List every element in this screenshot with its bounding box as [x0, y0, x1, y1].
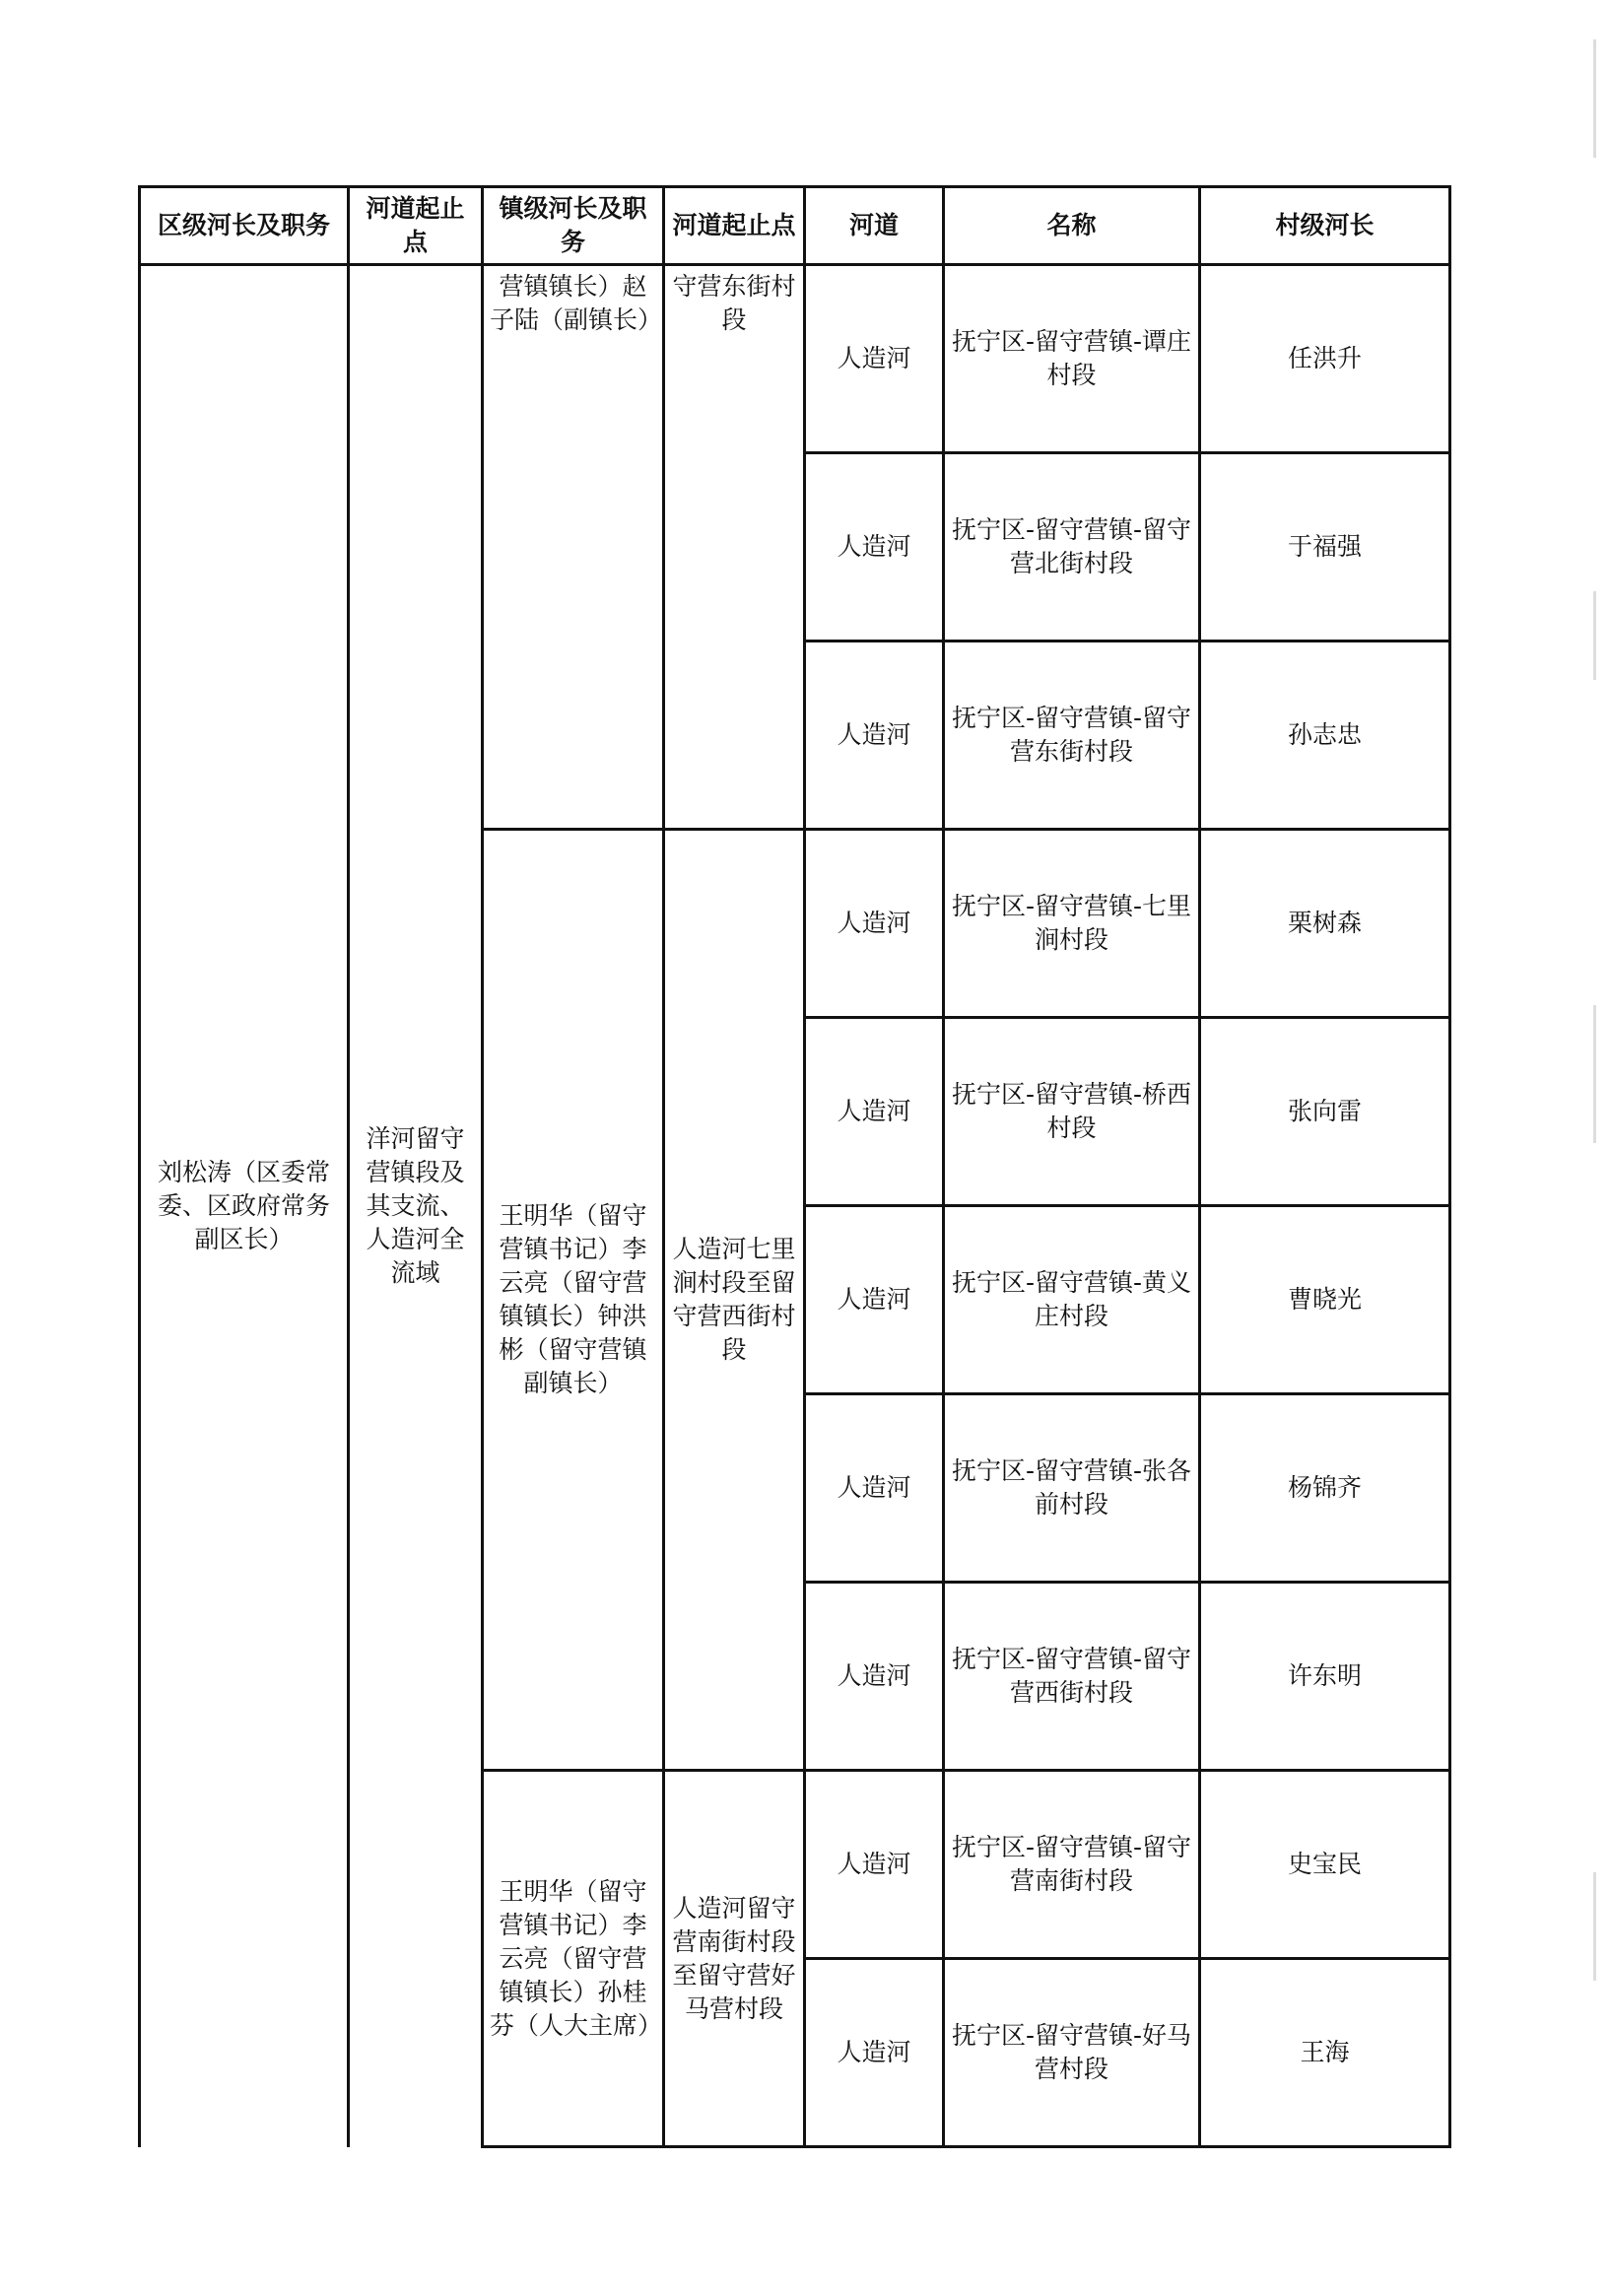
river-cell: 人造河	[805, 453, 944, 642]
river-cell: 人造河	[805, 830, 944, 1018]
name-cell: 抚宁区-留守营镇-留守营北街村段	[944, 453, 1200, 642]
village-leader-cell: 杨锦齐	[1200, 1394, 1450, 1583]
name-cell: 抚宁区-留守营镇-留守营东街村段	[944, 642, 1200, 830]
village-leader-cell: 许东明	[1200, 1583, 1450, 1771]
river-cell: 人造河	[805, 1394, 944, 1583]
name-cell: 抚宁区-留守营镇-谭庄村段	[944, 265, 1200, 453]
village-leader-cell: 于福强	[1200, 453, 1450, 642]
village-leader-cell: 栗树森	[1200, 830, 1450, 1018]
village-leader-cell: 曹晓光	[1200, 1206, 1450, 1394]
scan-noise-mark	[1593, 1005, 1596, 1143]
table-header-row	[140, 187, 1450, 265]
header-town-section: 河道起止点	[664, 187, 805, 265]
river-chief-table	[138, 185, 1451, 2148]
town-leader-cell: 营镇镇长）赵子陆（副镇长）	[483, 265, 664, 830]
river-cell: 人造河	[805, 1206, 944, 1394]
scan-noise-mark	[1593, 591, 1596, 680]
village-leader-cell: 王海	[1200, 1959, 1450, 2147]
river-cell: 人造河	[805, 265, 944, 453]
river-cell: 人造河	[805, 642, 944, 830]
river-cell: 人造河	[805, 1018, 944, 1206]
header-district-leader: 区级河长及职务	[140, 187, 349, 265]
river-cell: 人造河	[805, 1959, 944, 2147]
village-leader-cell: 任洪升	[1200, 265, 1450, 453]
district-leader-cell: 刘松涛（区委常委、区政府常务副区长）	[140, 265, 349, 2147]
table-row	[140, 265, 1450, 453]
town-section-cell: 人造河留守营南街村段至留守营好马营村段	[664, 1771, 805, 2147]
header-river: 河道	[805, 187, 944, 265]
town-section-cell: 守营东街村段	[664, 265, 805, 830]
scan-noise-mark	[1593, 1872, 1596, 1981]
town-leader-cell: 王明华（留守营镇书记）李云亮（留守营镇镇长）孙桂芬（人大主席）	[483, 1771, 664, 2147]
river-cell: 人造河	[805, 1771, 944, 1959]
name-cell: 抚宁区-留守营镇-桥西村段	[944, 1018, 1200, 1206]
river-cell: 人造河	[805, 1583, 944, 1771]
town-section-cell: 人造河七里涧村段至留守营西街村段	[664, 830, 805, 1771]
scan-noise-mark	[1593, 39, 1596, 158]
header-village-leader: 村级河长	[1200, 187, 1450, 265]
village-leader-cell: 孙志忠	[1200, 642, 1450, 830]
village-leader-cell: 张向雷	[1200, 1018, 1450, 1206]
town-leader-cell: 王明华（留守营镇书记）李云亮（留守营镇镇长）钟洪彬（留守营镇副镇长）	[483, 830, 664, 1771]
name-cell: 抚宁区-留守营镇-黄义庄村段	[944, 1206, 1200, 1394]
name-cell: 抚宁区-留守营镇-留守营西街村段	[944, 1583, 1200, 1771]
district-section-cell: 洋河留守营镇段及其支流、人造河全流域	[349, 265, 483, 2147]
village-leader-cell: 史宝民	[1200, 1771, 1450, 1959]
header-name: 名称	[944, 187, 1200, 265]
name-cell: 抚宁区-留守营镇-好马营村段	[944, 1959, 1200, 2147]
name-cell: 抚宁区-留守营镇-七里涧村段	[944, 830, 1200, 1018]
header-district-section: 河道起止点	[349, 187, 483, 265]
header-town-leader: 镇级河长及职务	[483, 187, 664, 265]
name-cell: 抚宁区-留守营镇-张各前村段	[944, 1394, 1200, 1583]
name-cell: 抚宁区-留守营镇-留守营南街村段	[944, 1771, 1200, 1959]
river-chief-table-container	[138, 185, 1448, 2148]
